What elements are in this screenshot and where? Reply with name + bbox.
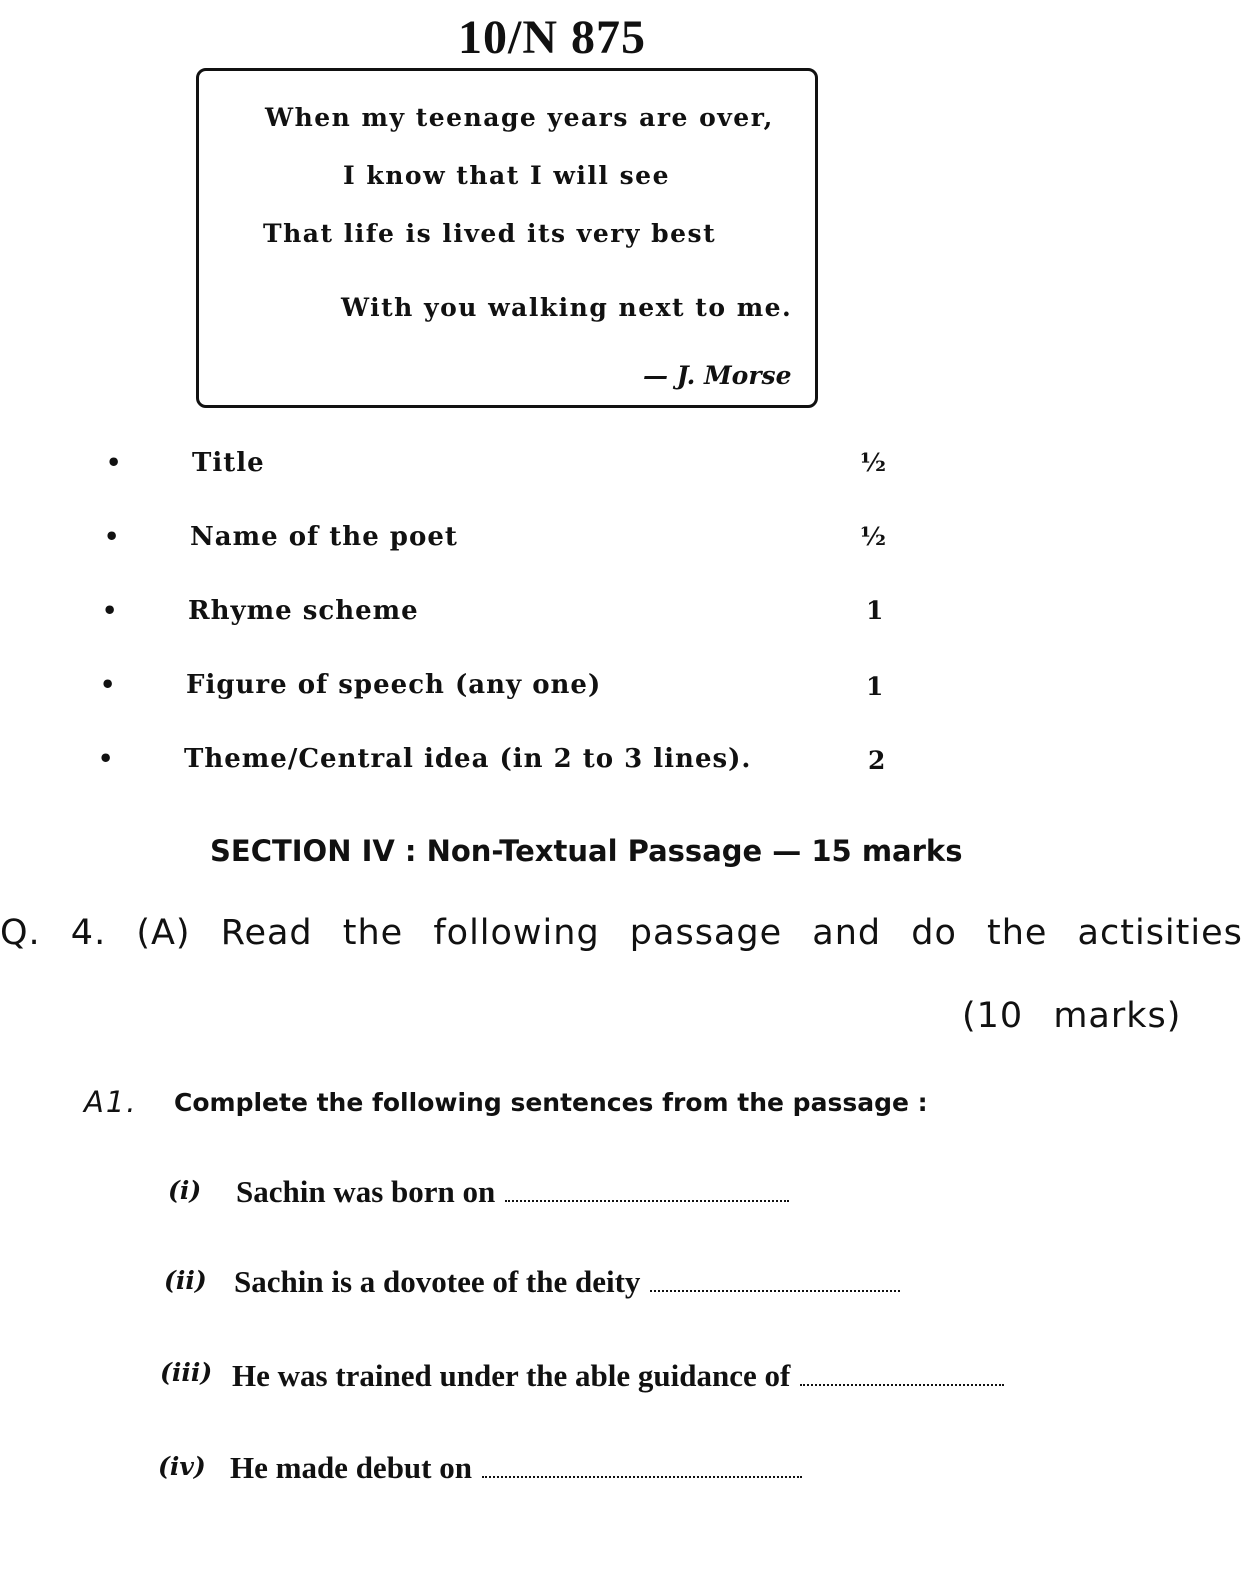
question-text: Q. 4. (A) Read the following passage and do the actisities (0, 913, 1243, 953)
bullet-icon: • (98, 744, 114, 773)
item-marks: 1 (866, 672, 884, 701)
bullet-icon: • (104, 522, 120, 551)
question-marks: (10 marks) (962, 996, 1182, 1036)
item-label: Figure of speech (any one) (186, 670, 602, 700)
answer-blank[interactable] (650, 1272, 900, 1292)
answer-blank[interactable] (482, 1458, 802, 1478)
poem-line-3: That life is lived its very best (263, 219, 717, 248)
bullet-icon: • (100, 670, 116, 699)
sentence-text: Sachin is a dovotee of the deity (234, 1264, 900, 1300)
item-label: Theme/Central idea (in 2 to 3 lines). (184, 744, 752, 774)
item-marks: ½ (860, 522, 887, 551)
item-marks: 2 (868, 746, 886, 775)
sentence-number: (iv) (158, 1452, 206, 1481)
sentence-text: He made debut on (230, 1450, 802, 1486)
item-marks: 1 (866, 596, 884, 625)
sub-question-text: Complete the following sentences from the passage : (174, 1088, 928, 1117)
item-label: Rhyme scheme (188, 596, 419, 626)
sentence-number: (i) (168, 1176, 202, 1205)
sentence-number: (ii) (164, 1266, 207, 1295)
poem-box (196, 68, 818, 408)
poem-line-4: With you walking next to me. (341, 293, 793, 322)
bullet-icon: • (102, 596, 118, 625)
section-heading: SECTION IV : Non-Textual Passage — 15 marks (210, 834, 963, 868)
poem-line-2: I know that I will see (343, 161, 670, 190)
bullet-icon: • (106, 448, 122, 477)
poem-author: — J. Morse (643, 361, 792, 390)
poem-line-1: When my teenage years are over, (265, 103, 774, 132)
sentence-text: Sachin was born on (236, 1174, 789, 1210)
page-code: 10/N 875 (458, 11, 646, 64)
item-label: Name of the poet (190, 522, 458, 552)
sub-question-number: A1. (84, 1085, 138, 1119)
item-marks: ½ (860, 448, 887, 477)
item-label: Title (192, 448, 265, 478)
sentence-number: (iii) (160, 1358, 213, 1387)
answer-blank[interactable] (800, 1366, 1004, 1386)
sentence-text: He was trained under the able guidance of (232, 1358, 1004, 1394)
answer-blank[interactable] (505, 1182, 789, 1202)
